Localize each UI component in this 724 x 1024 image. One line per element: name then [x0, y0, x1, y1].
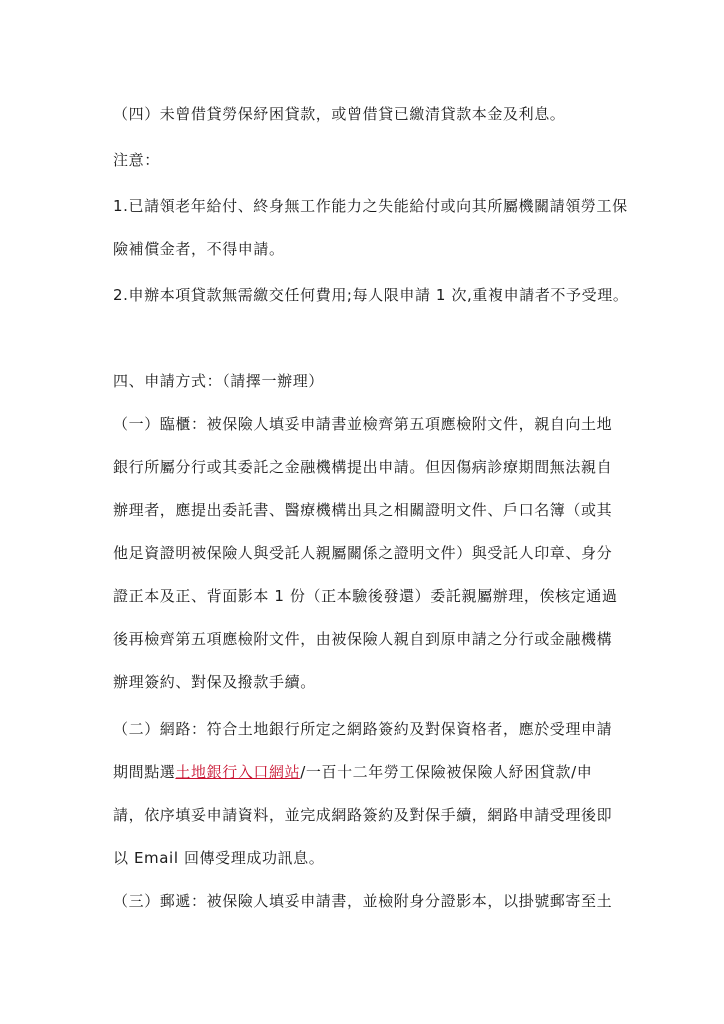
- land-bank-portal-link[interactable]: 土地銀行入口網站: [175, 763, 301, 781]
- online-line-prefix: 期間點選: [113, 763, 176, 781]
- online-line-suffix: /一百十二年勞工保險被保險人紓困貸款/申: [300, 763, 593, 781]
- section-4-heading: 四、申請方式：（請擇一辦理）: [113, 372, 324, 390]
- notice-2-text: 2.申辦本項貸款無需繳交任何費用;每人限申請 1 次,重複申請者不予受理。: [113, 286, 629, 304]
- notice-1-line-1: 1.已請領老年給付、終身無工作能力之失能給付或向其所屬機關請領勞工保: [113, 197, 628, 215]
- online-method-line-3: 請，依序填妥申請資料，並完成網路簽約及對保手續，網路申請受理後即: [113, 806, 613, 824]
- counter-method-line-2: 銀行所屬分行或其委託之金融機構提出申請。但因傷病診療期間無法親自: [113, 458, 613, 476]
- online-method-line-2: [113, 762, 592, 782]
- counter-method-line-4: 他足資證明被保險人與受託人親屬關係之證明文件）與受託人印章、身分: [113, 544, 613, 562]
- condition-4-text: （四）未曾借貸勞保紓困貸款，或曾借貸已繳清貸款本金及利息。: [113, 105, 566, 123]
- counter-method-line-5: 證正本及正、背面影本 1 份（正本驗後發還）委託親屬辦理，俟核定通過: [113, 587, 618, 605]
- notice-1-line-2: 險補償金者，不得申請。: [113, 240, 285, 258]
- counter-method-line-1: （一）臨櫃：被保險人填妥申請書並檢齊第五項應檢附文件，親自向土地: [113, 415, 613, 433]
- counter-method-line-3: 辦理者，應提出委託書、醫療機構出具之相關證明文件、戶口名簿（或其: [113, 501, 613, 519]
- mail-method-line-1: （三）郵遞：被保險人填妥申請書，並檢附身分證影本，以掛號郵寄至土: [113, 892, 613, 910]
- counter-method-line-7: 辦理簽約、對保及撥款手續。: [113, 673, 316, 691]
- notice-heading: 注意：: [113, 151, 160, 169]
- online-method-line-4: 以 Email 回傳受理成功訊息。: [113, 849, 325, 867]
- counter-method-line-6: 後再檢齊第五項應檢附文件，由被保險人親自到原申請之分行或金融機構: [113, 630, 613, 648]
- online-method-line-1: （二）網路：符合土地銀行所定之網路簽約及對保資格者，應於受理申請: [113, 720, 613, 738]
